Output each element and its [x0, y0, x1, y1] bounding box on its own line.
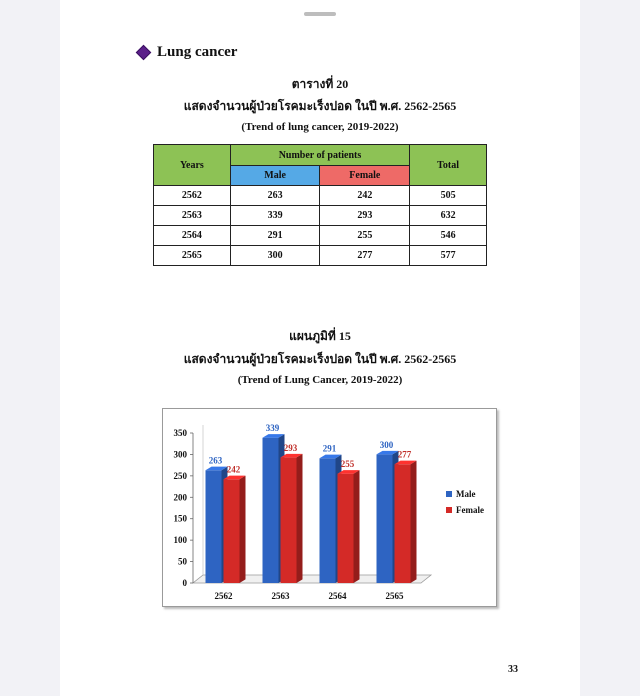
header-years: Years: [154, 145, 231, 186]
header-total: Total: [410, 145, 487, 186]
bar-side-female: [297, 454, 303, 583]
cell-female: 277: [320, 246, 410, 266]
cell-year: 2562: [154, 186, 231, 206]
bar-male: [263, 438, 279, 583]
bar-side-female: [240, 476, 246, 583]
x-tick-label: 2565: [385, 591, 404, 601]
table-row: [154, 226, 487, 246]
x-tick-label: 2562: [214, 591, 233, 601]
header-male: Male: [230, 166, 320, 186]
y-tick-label: 0: [182, 578, 187, 588]
cell-year: 2563: [154, 206, 231, 226]
bar-female: [395, 464, 411, 583]
section-heading: [138, 44, 237, 61]
cell-year: 2564: [154, 226, 231, 246]
page-number: 33: [508, 664, 518, 675]
cell-female: 255: [320, 226, 410, 246]
bar-female: [281, 457, 297, 583]
y-tick-label: 300: [173, 449, 187, 460]
y-tick-label: 100: [173, 535, 187, 546]
bar-side-female: [354, 470, 360, 583]
y-tick-label: 250: [173, 470, 187, 481]
bar-chart-canvas: [163, 409, 496, 606]
legend-label-male: Male: [456, 489, 476, 499]
section-title: Lung cancer: [157, 44, 238, 60]
cell-year: 2565: [154, 246, 231, 266]
legend-swatch-female: [446, 507, 452, 513]
legend-label-female: Female: [456, 505, 484, 515]
table-number: ตารางที่ 20: [291, 77, 349, 91]
table-row: [154, 206, 487, 226]
bar-chart: [162, 408, 497, 607]
bar-side-female: [411, 461, 417, 583]
y-tick-label: 350: [173, 428, 187, 438]
x-tick-label: 2564: [328, 591, 347, 601]
y-tick-label: 150: [173, 513, 187, 524]
data-label-male: 339: [265, 423, 280, 434]
cell-female: 293: [320, 206, 410, 226]
table-row: [154, 246, 487, 266]
cell-total: 546: [410, 226, 487, 246]
header-number-of-patients: Number of patients: [230, 145, 409, 166]
cell-male: 263: [230, 186, 320, 206]
diamond-bullet-icon: [136, 45, 152, 61]
bar-female: [224, 479, 240, 583]
cell-total: 577: [410, 246, 487, 266]
drag-handle[interactable]: [304, 12, 336, 16]
cell-total: 632: [410, 206, 487, 226]
x-tick-label: 2563: [271, 591, 290, 601]
table-title-thai: แสดงจำนวนผู้ป่วยโรคมะเร็งปอด ในปี พ.ศ. 2562-2565: [183, 99, 457, 113]
patients-table: [153, 144, 487, 266]
table-row: [154, 186, 487, 206]
bar-female: [338, 474, 354, 583]
y-tick-label: 50: [178, 556, 187, 567]
table-title-english: (Trend of lung cancer, 2019-2022): [241, 121, 399, 133]
data-label-male: 263: [208, 455, 223, 466]
cell-male: 300: [230, 246, 320, 266]
chart-number: แผนภูมิที่ 15: [289, 329, 351, 343]
cell-female: 242: [320, 186, 410, 206]
chart-title-english: (Trend of Lung Cancer, 2019-2022): [237, 374, 403, 386]
cell-male: 291: [230, 226, 320, 246]
data-label-female: 277: [397, 449, 412, 460]
data-label-female: 255: [340, 459, 355, 470]
bar-male: [206, 470, 222, 583]
bar-male: [377, 454, 393, 583]
data-label-female: 242: [226, 464, 241, 475]
data-label-male: 300: [379, 439, 394, 450]
y-tick-label: 200: [173, 492, 187, 503]
cell-male: 339: [230, 206, 320, 226]
cell-total: 505: [410, 186, 487, 206]
data-label-male: 291: [322, 443, 337, 454]
legend-swatch-male: [446, 491, 452, 497]
bar-male: [320, 458, 336, 583]
data-label-female: 293: [283, 442, 298, 453]
header-female: Female: [320, 166, 410, 186]
chart-title-thai: แสดงจำนวนผู้ป่วยโรคมะเร็งปอด ในปี พ.ศ. 2562-2565: [183, 352, 457, 366]
